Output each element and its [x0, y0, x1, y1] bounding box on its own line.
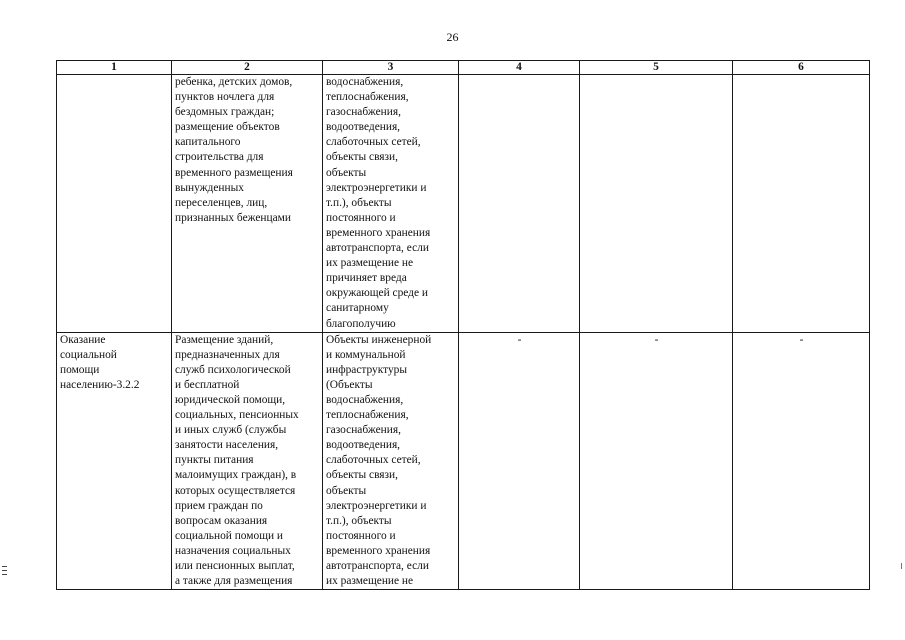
column-header-2: 2 — [172, 61, 323, 75]
table-cell-col6 — [733, 332, 870, 590]
table-cell-col5 — [580, 75, 733, 333]
cell-text: Оказание социальной помощи населению-3.2.2 — [60, 333, 140, 391]
column-header-3: 3 — [323, 61, 459, 75]
table-cell-col4 — [459, 332, 580, 590]
column-header-1: 1 — [57, 61, 172, 75]
cell-text: - — [654, 333, 659, 346]
column-header-4: 4 — [459, 61, 580, 75]
table-cell-use-description — [172, 332, 323, 590]
table-header-row — [57, 61, 870, 75]
table-row — [57, 75, 870, 333]
column-header-5: 5 — [580, 61, 733, 75]
land-use-table — [56, 60, 870, 590]
scan-edge-mark — [901, 563, 902, 569]
table-cell-use-description — [172, 75, 323, 333]
table-row — [57, 332, 870, 590]
cell-text: водоснабжения, теплоснабжения, газоснабжения, водоотведения, слаботочных сетей, объекты связи, объекты электроэнергетики и т.п.), объекты постоянного и временного хранения автотранспорта, если их размещение не причиняет вреда окружающей среде и санитарному благополучию — [326, 76, 431, 330]
margin-tick — [2, 570, 7, 571]
cell-text: Размещение зданий, предназначенных для служб психологической и бесплатной юридической помощи, социальных, пенсионных и иных служб (службы занятости населения, пункты питания малоимущих граждан), в которых осуществляется прием граждан по вопросам оказания социальной помощи и назначения социальных или пенсионных выплат, а также для размещения — [175, 333, 299, 588]
table-cell-auxiliary-uses — [323, 75, 459, 333]
table-cell-col6 — [733, 75, 870, 333]
cell-text: ребенка, детских домов, пунктов ночлега для бездомных граждан; размещение объектов капитального строительства для временного размещения вынужденных переселенцев, лиц, признанных беженцами — [175, 76, 293, 224]
margin-tick — [2, 574, 7, 575]
column-header-6: 6 — [733, 61, 870, 75]
table-cell-col5 — [580, 332, 733, 590]
table-cell-auxiliary-uses — [323, 332, 459, 590]
cell-text: - — [517, 333, 522, 346]
cell-text: Объекты инженерной и коммунальной инфраструктуры (Объекты водоснабжения, теплоснабжения, газоснабжения, водоотведения, слаботочных сетей, объекты связи, объекты электроэнергетики и т.п.), объекты постоянного и временного хранения автотранспорта, если их размещение не — [326, 333, 432, 588]
cell-text: - — [799, 333, 804, 346]
binding-margin-marks — [2, 566, 7, 578]
table-cell-use-name — [57, 332, 172, 590]
page-number: 26 — [446, 30, 459, 44]
table-cell-use-name — [57, 75, 172, 333]
table-cell-col4 — [459, 75, 580, 333]
margin-tick — [2, 566, 7, 567]
